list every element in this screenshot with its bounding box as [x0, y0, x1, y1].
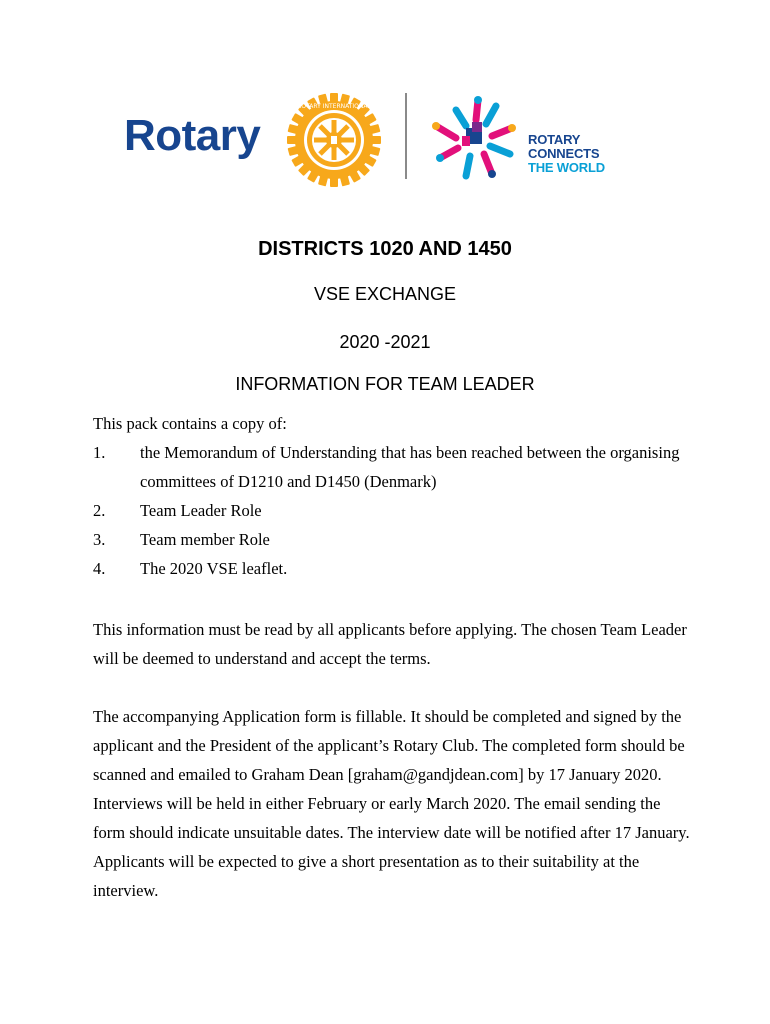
connects-line-2: CONNECTS — [528, 146, 600, 161]
section-heading: INFORMATION FOR TEAM LEADER — [235, 374, 535, 394]
list-item — [93, 525, 693, 554]
list-number: 2. — [93, 501, 106, 520]
rotary-connects-wordmark — [528, 133, 605, 175]
list-number: 4. — [93, 559, 106, 578]
paragraph-terms: This information must be read by all applicants before applying. The chosen Team Leader will be deemed to understand and accept the terms. — [93, 620, 687, 668]
document-title: DISTRICTS 1020 AND 1450 — [258, 238, 512, 260]
list-item — [93, 554, 693, 583]
document-years: 2020 -2021 — [339, 332, 431, 352]
connects-line-3: THE WORLD — [528, 160, 605, 175]
list-text: Team member Role — [140, 530, 270, 549]
rotary-connects-mark-icon — [426, 92, 522, 182]
rotary-wheel-icon — [286, 92, 382, 188]
contents-list — [93, 438, 693, 583]
list-item — [93, 438, 693, 496]
intro-text: This pack contains a copy of: — [93, 414, 287, 433]
rotary-logo-wordmark: Rotary — [124, 111, 261, 160]
document-subtitle: VSE EXCHANGE — [313, 284, 457, 304]
paragraph-application: The accompanying Application form is fillable. It should be completed and signed by the applicant and the President of the applicant’s Rotary Club. The completed form should be scanned and emailed to Graham Dean [graham@gandjdean.com] by 17 January 2020. Interviews will be held in either February or early March 2020. The email sending the form should indicate unsuitable dates. The interview date will be notified after 17 January. Applicants will be expected to give a short presentation as to their suitability at the interview. — [93, 707, 690, 900]
list-text: the Memorandum of Understanding that has been reached between the organising committees of D1210 and D1450 (Denmark) — [140, 443, 680, 491]
list-text: The 2020 VSE leaflet. — [140, 559, 288, 578]
logo-divider — [405, 93, 407, 179]
connects-line-1: ROTARY — [528, 132, 581, 147]
list-number: 3. — [93, 530, 106, 549]
list-number: 1. — [93, 443, 106, 462]
list-item — [93, 496, 693, 525]
wheel-ring-text: ROTARY INTERNATIONAL — [297, 103, 371, 110]
list-text: Team Leader Role — [140, 501, 262, 520]
